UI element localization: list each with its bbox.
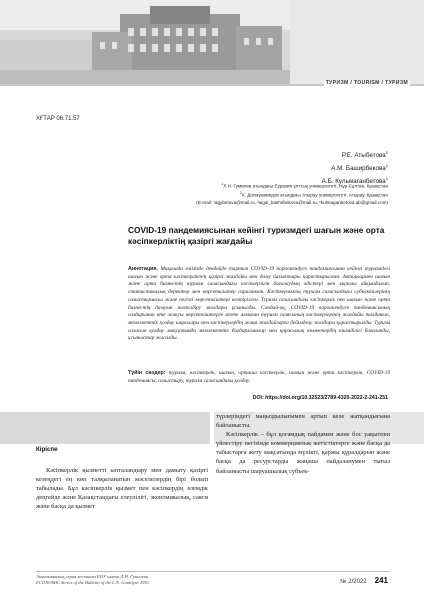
body-paragraph: Кәсіпкерлік қызметті ынталандыру мен дамыту қазіргі кезеңдегі ең көп талқыланатын мәселелердің бірі болып табылады. Бұл кәсіпкерлік қызмет пен кәсіпкердің әлемдік деңгейде және Қазақстандағы елеулілігі, экономикалық, саяси және басқа да қызмет (36, 467, 208, 511)
doi-link[interactable]: DOI: https://doi.org/10.32523/2789-4320-2022-2-241-251 (252, 395, 388, 401)
footer-divider (36, 571, 390, 572)
body-column-right (216, 412, 390, 476)
keywords-label: Түйін сөздер: (128, 370, 166, 376)
author-name: Р.Е. Атыбетова$^1$ (341, 150, 388, 160)
issue-number: № 2/2022 (340, 579, 367, 585)
university-building-photo (0, 0, 290, 84)
body-column-left (36, 466, 208, 511)
abstract (128, 266, 390, 343)
affiliation-line: $^2$Х. Досмұхамедов атындағы Атырау университеті, Атырау, Қазақстан (239, 191, 388, 198)
keywords-text: туризм, кәсіпкерлік, шағын, орташа кәсіпкерлік, шағын және орта кәсіпкерлік, COVID-19 пандемиясы, салыстыру, туризм саласындағы қолдау. (128, 370, 391, 384)
author-name: А.Б. Кульмаганбетова$^1$ (321, 176, 388, 186)
abstract-label: Аннотация. (128, 266, 158, 272)
body-paragraph: Кәсіпкерлік – бұл қоғамдық пайдамен және бос уақытпен үйлестіру негізінде коммерциялық жетістіктерге және басқа да табыстарға жету мақсатында мүлікті, қаржы құралдарын және басқа да ресурстарды жаңаша пайдаланумен тығыз байланысты шаруашылық субъек- (216, 431, 390, 475)
author-emails: (E-mail: ¹agybetova@mail.ru, ²aigul_bashirbekova@mail.ru, ¹kulmaganbetova.ab@gmail.com) (196, 199, 388, 205)
issue-and-page (340, 576, 388, 585)
header-banner (0, 0, 424, 84)
keywords (128, 370, 390, 385)
article-title: COVID-19 пандемиясынан кейінгі туризмдегі шағын және орта кәсіпкерліктің қазіргі жағдайы (128, 225, 385, 246)
section-heading-introduction: Кіріспе (36, 446, 58, 453)
udc-code: ХҒТАР 06.71.57 (36, 116, 80, 122)
abstract-text: Мақалада елімізде дендейде тартып COVID-19 пароапендусе пандемиясынан кейінгі туризмдегі шағын және орта кәсіпкерліктің қазіргі жағдайы мен даму бағыттары қарастырылған. Авторлармен шағын және орта бизнестің туризм саласындағы кәсіпкерлігін бағалаудың әдістері мен ықпалы айқындалып, статистикалық деректер мен көрсеткіштер сараланған. Кәсіпкерліктің туризм саласындағы субъектілерінің салыстырмалы және негізгі көрсеткіштері келтірілген. Туризм саласындағы кәсіпкерлік пен шағын және орта бизнестің дамуын жетілдіру жолдары ұсынылды. Сондай-ақ, COVID-19 пароапендусе пандемиясының салдарынан өте жақсы көрсеткіштерге жете алмаған туризм салясының кәсіпкерлерінің жағдайы талданып, мемлекеттік қолдау шаралары мен кәсіпкерлердің жаңа жағдайларға бейімделу жолдары қарастырылды. Туризм саласын қолдау мақсатында мемлекеттік бағдарламалар мен қаржылық көмектердің тиімділігі бағаланды, ұсыныстар жасалды. (128, 266, 390, 342)
author-name: А.М. Баширбекова$^2$ (331, 163, 388, 173)
body-paragraph-continued: түрлеріндегі маңыздылығымен артып келе жатқандығына байланысты. (216, 413, 390, 430)
section-label: ТУРИЗМ / TOURISM / ТУРИЗМ (325, 80, 408, 86)
affiliations (88, 181, 388, 206)
intro-band-left (0, 412, 210, 444)
affiliation-line: $^1$Л.Н. Гумилев атындағы Еуразия ұлттық университеті, Нұр-Сұлтан, Қазақстан (221, 182, 388, 189)
page-number: 241 (374, 576, 388, 585)
journal-name: Экономикалық серия вестника ЕНУ имени Л.Н. Гумилева ECONOMIC Series of the Bulletin of the L.N. Gumilyov ENU (36, 574, 150, 586)
